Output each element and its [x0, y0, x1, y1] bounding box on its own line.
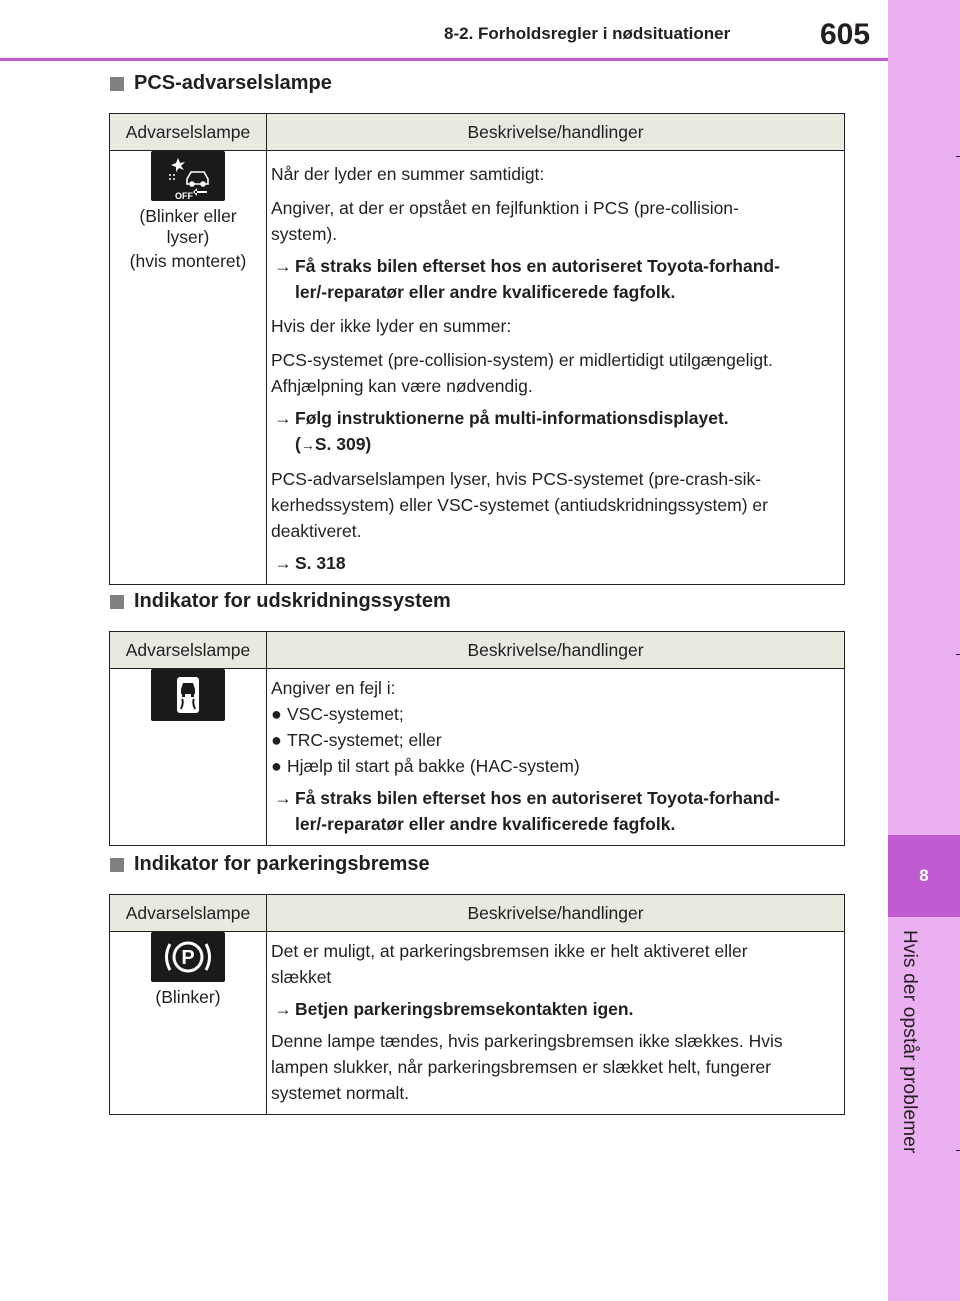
action-text: Betjen parkeringsbremsekontakten igen.: [295, 999, 634, 1019]
page-reference-link[interactable]: S. 309): [314, 434, 372, 454]
description-text: Afhjælpning kan være nødvendig.: [271, 376, 533, 396]
bullet-icon: ●: [271, 756, 282, 776]
heading-square-icon: [110, 858, 124, 872]
table-header-description: Beskrivelse/handlinger: [267, 895, 845, 932]
lamp-state-label: lyser): [166, 227, 210, 247]
description-text: systemet normalt.: [271, 1083, 410, 1103]
pcs-off-icon: [151, 151, 225, 201]
list-item: ● Hjælp til start på bakke (HAC-system): [271, 753, 836, 779]
edge-tick: [956, 156, 960, 157]
section-heading-slip: [110, 590, 451, 613]
edge-tick: [956, 1150, 960, 1151]
section-heading-text: Indikator for udskridningssystem: [134, 590, 451, 612]
header-divider: [0, 58, 888, 61]
action-text: Følg instruktionerne på multi-informationsdisplayet. (→S. 309): [295, 408, 729, 454]
list-item: ● TRC-systemet; eller: [271, 727, 836, 753]
section-heading-text: Indikator for parkeringsbremse: [134, 853, 430, 875]
page-number: 605: [820, 18, 871, 51]
section-heading-text: PCS-advarselslampe: [134, 72, 332, 94]
description-text: Når der lyder en summer samtidigt:: [271, 164, 545, 184]
page-reference-link[interactable]: S. 318: [295, 553, 346, 573]
description-text: Angiver, at der er opstået en fejlfunktion i PCS (pre-collision-: [271, 198, 739, 218]
description-text: Angiver en fejl i:: [271, 678, 396, 698]
description-cell: [267, 669, 845, 846]
heading-square-icon: [110, 595, 124, 609]
lamp-cell: [110, 932, 267, 1115]
pcs-off-icon-graphic: [151, 151, 225, 201]
description-text: slækket: [271, 967, 332, 987]
section-heading-pcs: [110, 72, 332, 95]
lamp-equipment-label: (hvis monteret): [129, 251, 247, 271]
lamp-cell: [110, 669, 267, 846]
description-text: Hvis der ikke lyder en summer:: [271, 316, 512, 336]
slip-indicator-icon: [151, 669, 225, 721]
chapter-number-tab[interactable]: 8: [888, 835, 960, 917]
arrow-icon: →: [274, 999, 292, 1019]
action-item: [271, 785, 836, 837]
lamp-cell: [110, 151, 267, 585]
description-text: kerhedssystem) eller VSC-systemet (antiudskridningssystem) er: [271, 495, 768, 515]
description-text: deaktiveret.: [271, 521, 362, 541]
parking-brake-icon-label: P: [181, 947, 195, 969]
action-item: [271, 996, 836, 1022]
list-item: ● VSC-systemet;: [271, 701, 836, 727]
parking-table: [109, 894, 845, 1115]
description-text: PCS-systemet (pre-collision-system) er midlertidigt utilgængeligt.: [271, 350, 773, 370]
slip-table: [109, 631, 845, 846]
section-title: 8-2. Forholdsregler i nødsituationer: [444, 24, 731, 43]
bullet-icon: ●: [271, 730, 282, 750]
arrow-icon: →: [274, 553, 292, 573]
description-cell: [267, 932, 845, 1115]
lamp-state-label: (Blinker eller: [139, 206, 237, 226]
bullet-icon: ●: [271, 704, 282, 724]
table-header-lamp: Advarselslampe: [110, 895, 267, 932]
slip-indicator-icon-graphic: [151, 669, 225, 721]
arrow-icon: →: [274, 256, 292, 276]
table-header-description: Beskrivelse/handlinger: [267, 114, 845, 151]
pcs-table: [109, 113, 845, 585]
pcs-off-icon-label: OFF: [175, 191, 193, 201]
action-text: Få straks bilen efterset hos en autoriseret Toyota-forhand- ler/-reparatør eller andre kvalificerede fagfolk.: [295, 256, 780, 302]
description-text: Det er muligt, at parkeringsbremsen ikke er helt aktiveret eller: [271, 941, 748, 961]
action-text: Få straks bilen efterset hos en autoriseret Toyota-forhand- ler/-reparatør eller andre kvalificerede fagfolk.: [295, 788, 780, 834]
parking-brake-icon: [151, 932, 225, 982]
heading-square-icon: [110, 77, 124, 91]
description-text: PCS-advarselslampen lyser, hvis PCS-systemet (pre-crash-sik-: [271, 469, 762, 489]
table-header-description: Beskrivelse/handlinger: [267, 632, 845, 669]
edge-tick: [956, 654, 960, 655]
arrow-icon: →: [274, 788, 292, 808]
parking-brake-icon-graphic: [151, 932, 225, 982]
description-text: Denne lampe tændes, hvis parkeringsbremsen ikke slækkes. Hvis: [271, 1031, 783, 1051]
chapter-title-tab: Hvis der opstår problemer: [899, 930, 920, 1154]
action-item: [271, 405, 836, 458]
lamp-state-label: (Blinker): [155, 987, 221, 1007]
arrow-icon: →: [274, 408, 292, 428]
description-cell: [267, 151, 845, 585]
section-heading-parking: [110, 853, 430, 876]
action-item: [271, 253, 836, 305]
description-text: system).: [271, 224, 338, 244]
description-text: lampen slukker, når parkeringsbremsen er slækket helt, fungerer: [271, 1057, 771, 1077]
action-item: [271, 550, 836, 576]
table-header-lamp: Advarselslampe: [110, 114, 267, 151]
arrow-icon: →: [300, 437, 315, 453]
table-header-lamp: Advarselslampe: [110, 632, 267, 669]
